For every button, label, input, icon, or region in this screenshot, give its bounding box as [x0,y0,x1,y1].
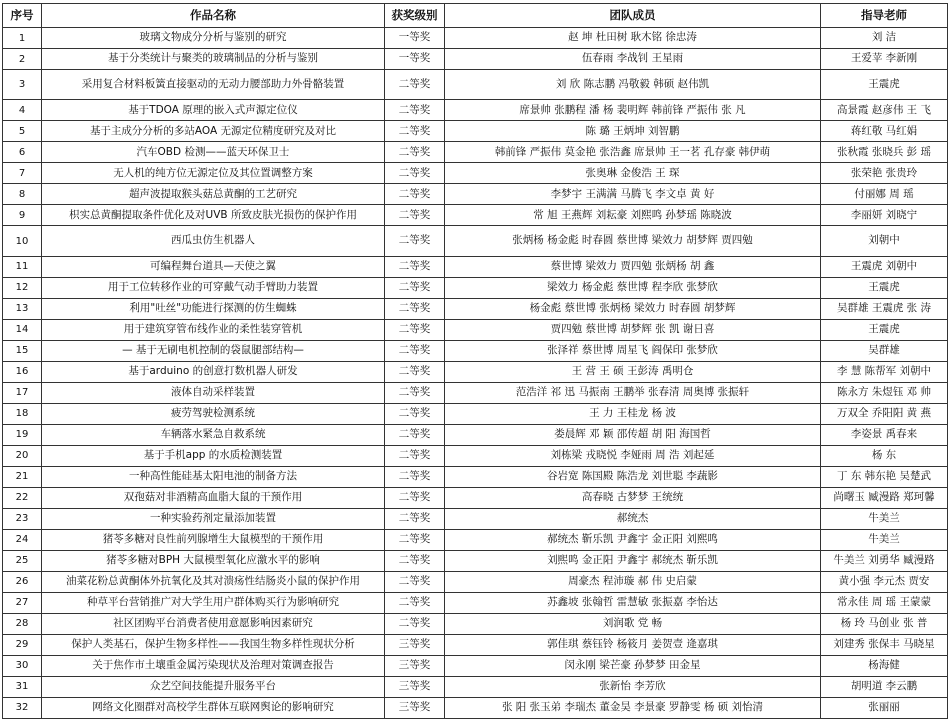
row-advisor: 杨海健 [821,655,948,676]
row-advisor: 张荣艳 张贵玲 [821,163,948,184]
row-members: 赵 坤 杜田树 耿木铭 徐忠涛 [445,28,821,49]
row-advisor: 张丽丽 [821,697,948,718]
row-title: 玻璃文物成分分析与鉴别的研究 [42,28,385,49]
row-award: 二等奖 [385,613,445,634]
row-number: 2 [3,49,42,70]
row-number: 11 [3,256,42,277]
row-advisor: 王震虎 [821,70,948,100]
row-award: 二等奖 [385,382,445,403]
table-row [3,592,948,613]
row-number: 18 [3,403,42,424]
table-row [3,277,948,298]
row-members: 蔡世博 梁效力 贾四勉 张炳杨 胡 鑫 [445,256,821,277]
row-award: 二等奖 [385,340,445,361]
row-number: 1 [3,28,42,49]
row-members: 刘润歌 党 畅 [445,613,821,634]
row-title: 种草平台营销推广对大学生用户群体购买行为影响研究 [42,592,385,613]
table-row [3,319,948,340]
row-award: 二等奖 [385,100,445,121]
row-members: 高春晓 古梦梦 王统统 [445,487,821,508]
row-number: 29 [3,634,42,655]
row-award: 三等奖 [385,676,445,697]
row-title: 无人机的纯方位无源定位及其位置调整方案 [42,163,385,184]
table-row [3,226,948,256]
table-row [3,445,948,466]
row-members: 王 力 王桂龙 杨 波 [445,403,821,424]
row-title: 社区团购平台消费者使用意愿影响因素研究 [42,613,385,634]
table-row [3,676,948,697]
row-award: 二等奖 [385,319,445,340]
row-number: 3 [3,70,42,100]
row-number: 22 [3,487,42,508]
row-members: 梁效力 杨金彪 蔡世博 程李欣 张梦欣 [445,277,821,298]
row-number: 31 [3,676,42,697]
table-row [3,49,948,70]
row-members: 韩前锋 严振伟 莫金艳 张浩鑫 席景帅 王一茗 孔存豪 韩伊萌 [445,142,821,163]
row-advisor: 牛美兰 [821,529,948,550]
row-title: 汽车OBD 检测——蓝天环保卫士 [42,142,385,163]
row-members: 刘熙鸣 金正阳 尹鑫宇 郝统杰 靳乐凯 [445,550,821,571]
row-advisor: 杨 玲 马创业 张 普 [821,613,948,634]
row-number: 24 [3,529,42,550]
row-award: 一等奖 [385,28,445,49]
table-row [3,163,948,184]
row-number: 26 [3,571,42,592]
row-title: 基于手机app 的水质检测装置 [42,445,385,466]
table-row [3,613,948,634]
row-award: 二等奖 [385,529,445,550]
row-advisor: 王震虎 [821,319,948,340]
row-members: 李梦宇 王满满 马腾飞 李文卓 黄 好 [445,184,821,205]
row-members: 王 营 王 硕 王彭涛 禹明仓 [445,361,821,382]
row-members: 张奥琳 金俊浩 王 琛 [445,163,821,184]
table-row [3,697,948,718]
row-number: 27 [3,592,42,613]
row-number: 32 [3,697,42,718]
row-advisor: 牛美兰 [821,508,948,529]
row-title: 用于工位转移作业的可穿戴气动手臂助力装置 [42,277,385,298]
row-advisor: 刘 洁 [821,28,948,49]
row-title: 基于TDOA 原理的嵌入式声源定位仪 [42,100,385,121]
row-members: 张泽祥 蔡世博 周星飞 阎保印 张梦欣 [445,340,821,361]
row-award: 二等奖 [385,121,445,142]
row-advisor: 刘建秀 张保丰 马晓星 [821,634,948,655]
row-number: 7 [3,163,42,184]
row-number: 10 [3,226,42,256]
row-award: 二等奖 [385,445,445,466]
table-row [3,121,948,142]
row-award: 二等奖 [385,205,445,226]
table-row [3,550,948,571]
row-award: 二等奖 [385,592,445,613]
row-members: 伍春雨 李战钊 王星雨 [445,49,821,70]
row-number: 5 [3,121,42,142]
row-award: 三等奖 [385,697,445,718]
row-number: 19 [3,424,42,445]
row-advisor: 王震虎 [821,277,948,298]
row-number: 14 [3,319,42,340]
row-number: 12 [3,277,42,298]
table-row [3,142,948,163]
row-title: 用于建筑穿管布线作业的柔性装穿管机 [42,319,385,340]
row-advisor: 吴群雄 王震虎 张 涛 [821,298,948,319]
row-title: 一种高性能硅基太阳电池的制备方法 [42,466,385,487]
row-advisor: 黄小强 李元杰 贾安 [821,571,948,592]
header-award: 获奖级别 [385,4,445,28]
row-advisor: 牛美兰 刘勇华 臧漫路 [821,550,948,571]
row-members: 常 旭 王燕辉 刘耘豪 刘熙鸣 孙梦瑶 陈晓波 [445,205,821,226]
row-award: 二等奖 [385,361,445,382]
row-advisor: 胡明道 李云鹏 [821,676,948,697]
award-table [2,3,948,719]
row-title: 一种实验药剂定量添加装置 [42,508,385,529]
table-row [3,70,948,100]
row-members: 刘栋梁 戎晓悦 李娅雨 周 浩 刘起延 [445,445,821,466]
table-row [3,634,948,655]
row-advisor: 杨 东 [821,445,948,466]
row-members: 郭佳琪 蔡钰铃 杨筱月 姜贺壹 逄嘉琪 [445,634,821,655]
row-number: 23 [3,508,42,529]
table-row [3,298,948,319]
table-row [3,340,948,361]
row-award: 二等奖 [385,277,445,298]
row-title: 可编程舞台道具—天使之翼 [42,256,385,277]
row-number: 28 [3,613,42,634]
row-advisor: 李丽妍 刘晓宁 [821,205,948,226]
row-award: 二等奖 [385,163,445,184]
row-number: 4 [3,100,42,121]
row-title: 保护人类基石，保护生物多样性——我国生物多样性现状分析 [42,634,385,655]
row-title: 超声波提取猴头菇总黄酮的工艺研究 [42,184,385,205]
row-advisor: 付丽娜 周 瑶 [821,184,948,205]
row-members: 贾四勉 蔡世博 胡梦辉 张 凯 谢日喜 [445,319,821,340]
row-number: 21 [3,466,42,487]
row-award: 三等奖 [385,655,445,676]
row-number: 25 [3,550,42,571]
row-title: 网络文化圈群对高校学生群体互联网舆论的影响研究 [42,697,385,718]
row-advisor: 蒋红敬 马红娟 [821,121,948,142]
table-row [3,205,948,226]
row-advisor: 刘朝中 [821,226,948,256]
row-award: 二等奖 [385,184,445,205]
row-title: 基于arduino 的创意打数机器人研发 [42,361,385,382]
row-advisor: 陈永方 朱煜钰 邓 帅 [821,382,948,403]
row-number: 17 [3,382,42,403]
row-advisor: 尚曙玉 臧漫路 郑珂馨 [821,487,948,508]
row-award: 二等奖 [385,466,445,487]
row-award: 二等奖 [385,571,445,592]
row-members: 谷岩宽 陈国殿 陈浩龙 刘世聪 李蔬影 [445,466,821,487]
row-award: 二等奖 [385,403,445,424]
row-members: 周豪杰 程沛璇 郝 伟 史启蒙 [445,571,821,592]
row-members: 张新怡 李芳欣 [445,676,821,697]
row-award: 二等奖 [385,226,445,256]
row-award: 二等奖 [385,550,445,571]
row-title: 油菜花粉总黄酮体外抗氧化及其对溃疡性结肠炎小鼠的保护作用 [42,571,385,592]
row-title: 枳实总黄酮提取条件优化及对UVB 所致皮肤光损伤的保护作用 [42,205,385,226]
row-members: 苏鑫坡 张翰哲 雷慧敏 张振嘉 李怡达 [445,592,821,613]
row-award: 一等奖 [385,49,445,70]
row-title: 利用"吐丝"功能进行探测的仿生蜘蛛 [42,298,385,319]
row-title: 关于焦作市土壤重金属污染现状及治理对策调查报告 [42,655,385,676]
row-advisor: 丁 东 韩东艳 吴楚武 [821,466,948,487]
table-row [3,487,948,508]
row-advisor: 李 慧 陈帮军 刘朝中 [821,361,948,382]
row-members: 杨金彪 蔡世博 张炳杨 梁效力 时春圆 胡梦辉 [445,298,821,319]
row-advisor: 常永佳 周 瑶 王蒙蒙 [821,592,948,613]
row-members: 娄晨辉 邓 颖 邵传超 胡 阳 海国哲 [445,424,821,445]
row-title: 众艺空间技能提升服务平台 [42,676,385,697]
table-row [3,382,948,403]
row-title: — 基于无刷电机控制的袋鼠腿部结构— [42,340,385,361]
table-row [3,655,948,676]
table-body [3,28,948,719]
row-number: 9 [3,205,42,226]
row-number: 30 [3,655,42,676]
row-members: 张炳杨 杨金彪 时春圆 蔡世博 梁效力 胡梦辉 贾四勉 [445,226,821,256]
row-advisor: 万双全 乔阳阳 黄 燕 [821,403,948,424]
row-title: 液体自动采样装置 [42,382,385,403]
row-award: 二等奖 [385,298,445,319]
row-number: 20 [3,445,42,466]
row-award: 二等奖 [385,142,445,163]
row-number: 6 [3,142,42,163]
row-number: 15 [3,340,42,361]
row-title: 采用复合材料板簧直接驱动的无动力腰部助力外骨骼装置 [42,70,385,100]
row-title: 基于分类统计与聚类的玻璃制品的分析与鉴别 [42,49,385,70]
table-row [3,184,948,205]
row-title: 疲劳驾驶检测系统 [42,403,385,424]
row-title: 西瓜虫仿生机器人 [42,226,385,256]
row-award: 二等奖 [385,508,445,529]
row-advisor: 王爱苹 李新刚 [821,49,948,70]
row-award: 二等奖 [385,70,445,100]
header-advisor: 指导老师 [821,4,948,28]
table-row [3,424,948,445]
row-members: 郝统杰 [445,508,821,529]
header-no: 序号 [3,4,42,28]
row-number: 8 [3,184,42,205]
row-title: 基于主成分分析的多站AOA 无源定位精度研究及对比 [42,121,385,142]
table-row [3,508,948,529]
header-title: 作品名称 [42,4,385,28]
row-award: 三等奖 [385,634,445,655]
row-advisor: 李姿景 禹春来 [821,424,948,445]
row-members: 陈 璐 王炳坤 刘智鹏 [445,121,821,142]
row-award: 二等奖 [385,487,445,508]
row-advisor: 吴群雄 [821,340,948,361]
row-award: 二等奖 [385,424,445,445]
row-number: 16 [3,361,42,382]
table-row [3,466,948,487]
row-advisor: 高景霞 赵彦伟 王 飞 [821,100,948,121]
row-members: 闵永刚 梁芒豪 孙梦梦 田金星 [445,655,821,676]
row-members: 张 阳 张玉弟 李瑞杰 董金昊 李景豪 罗静雯 杨 硕 刘怡清 [445,697,821,718]
table-row [3,256,948,277]
row-advisor: 王震虎 刘朝中 [821,256,948,277]
row-members: 范浩洋 祁 迅 马振南 王鹏举 张春清 周奥博 张振轩 [445,382,821,403]
header-row [3,4,948,28]
row-award: 二等奖 [385,256,445,277]
row-title: 猪苓多糖对BPH 大鼠模型氧化应激水平的影响 [42,550,385,571]
table-row [3,100,948,121]
header-members: 团队成员 [445,4,821,28]
row-advisor: 张秋霞 张晓兵 彭 瑶 [821,142,948,163]
table-row [3,28,948,49]
row-title: 猪苓多糖对良性前列腺增生大鼠模型的干预作用 [42,529,385,550]
row-title: 车辆落水紧急自救系统 [42,424,385,445]
row-members: 郝统杰 靳乐凯 尹鑫宇 金正阳 刘熙鸣 [445,529,821,550]
table-row [3,403,948,424]
row-title: 双孢菇对非酒精高血脂大鼠的干预作用 [42,487,385,508]
row-members: 席景帅 张鹏程 潘 杨 裴明辉 韩前锋 严振伟 张 凡 [445,100,821,121]
table-row [3,361,948,382]
row-members: 刘 欣 陈志鹏 冯敬毅 韩硕 赵伟凯 [445,70,821,100]
row-number: 13 [3,298,42,319]
table-row [3,571,948,592]
table-row [3,529,948,550]
